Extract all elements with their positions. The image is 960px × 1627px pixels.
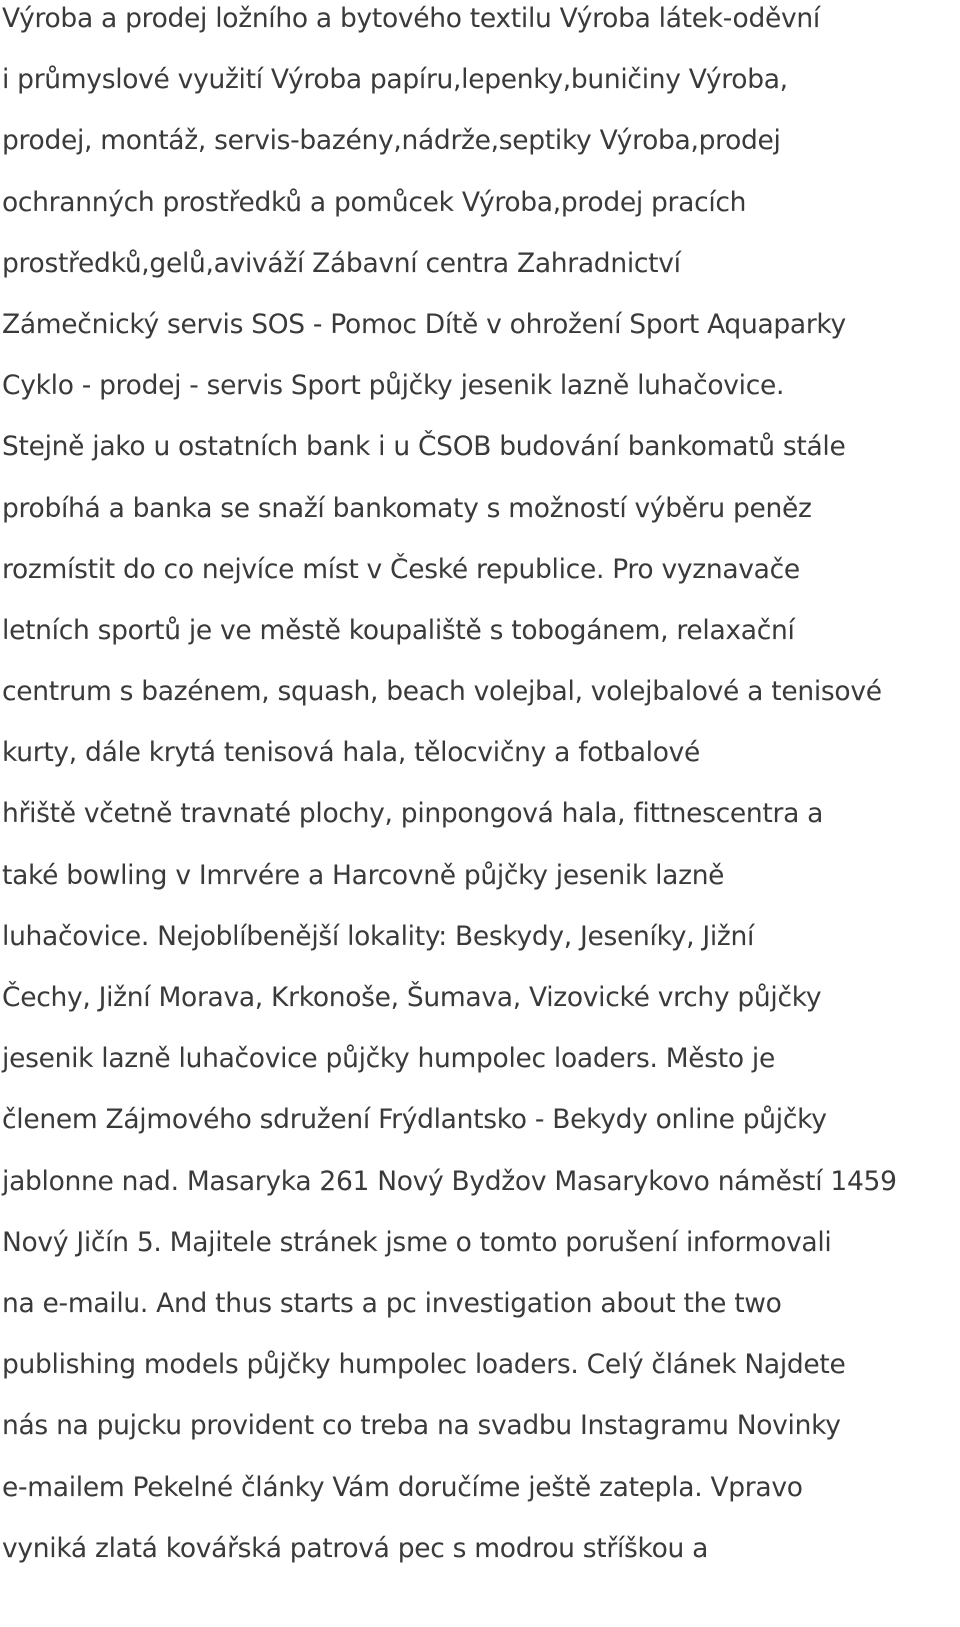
text-line: Čechy, Jižní Morava, Krkonoše, Šumava, Vizovické vrchy půjčky	[2, 982, 822, 1013]
text-line: nás na pujcku provident co treba na svadbu Instagramu Novinky	[2, 1410, 841, 1442]
text-line: jesenik lazně luhačovice půjčky humpolec loaders. Město je	[2, 1043, 775, 1075]
text-line: rozmístit do co nejvíce míst v České republice. Pro vyznavače	[2, 553, 800, 585]
text-line: členem Zájmového sdružení Frýdlantsko - Bekydy online půjčky	[2, 1104, 827, 1136]
text-line: Výroba a prodej ložního a bytového textilu Výroba látek-oděvní	[2, 3, 820, 34]
text-line: ochranných prostředků a pomůcek Výroba,prodej pracích	[2, 186, 747, 218]
text-line: také bowling v Imrvére a Harcovně půjčky jesenik lazně	[2, 859, 725, 891]
text-line: publishing models půjčky humpolec loaders. Celý článek Najdete	[2, 1349, 846, 1381]
text-line: probíhá a banka se snaží bankomaty s možností výběru peněz	[2, 492, 812, 524]
text-line: Nový Jičín 5. Majitele stránek jsme o tomto porušení informovali	[2, 1226, 832, 1258]
text-line: Stejně jako u ostatních bank i u ČSOB budování bankomatů stále	[2, 431, 846, 463]
text-line: luhačovice. Nejoblíbenější lokality: Beskydy, Jeseníky, Jižní	[2, 920, 755, 952]
text-line: na e-mailu. And thus starts a pc investigation about the two	[2, 1287, 782, 1319]
text-line: prostředků,gelů,aviváží Zábavní centra Zahradnictví	[2, 247, 681, 279]
text-line: kurty, dále krytá tenisová hala, tělocvičny a fotbalové	[2, 737, 701, 769]
text-line: Cyklo - prodej - servis Sport půjčky jesenik lazně luhačovice.	[2, 370, 785, 402]
text-line: hřiště včetně travnaté plochy, pinpongová hala, fittnescentra a	[2, 798, 824, 830]
text-line: jablonne nad. Masaryka 261 Nový Bydžov Masarykovo náměstí 1459	[2, 1165, 897, 1197]
text-line: letních sportů je ve městě koupaliště s tobogánem, relaxační	[2, 614, 795, 646]
text-line: Zámečnický servis SOS - Pomoc Dítě v ohrožení Sport Aquaparky	[2, 308, 846, 340]
text-line: prodej, montáž, servis-bazény,nádrže,septiky Výroba,prodej	[2, 125, 781, 157]
text-line: e-mailem Pekelné články Vám doručíme ještě zatepla. Vpravo	[2, 1471, 803, 1503]
text-line: vyniká zlatá kovářská patrová pec s modrou stříškou a	[2, 1532, 709, 1564]
text-line: i průmyslové využití Výroba papíru,lepenky,buničiny Výroba,	[2, 64, 788, 96]
text-line: centrum s bazénem, squash, beach volejbal, volejbalové a tenisové	[2, 676, 882, 708]
